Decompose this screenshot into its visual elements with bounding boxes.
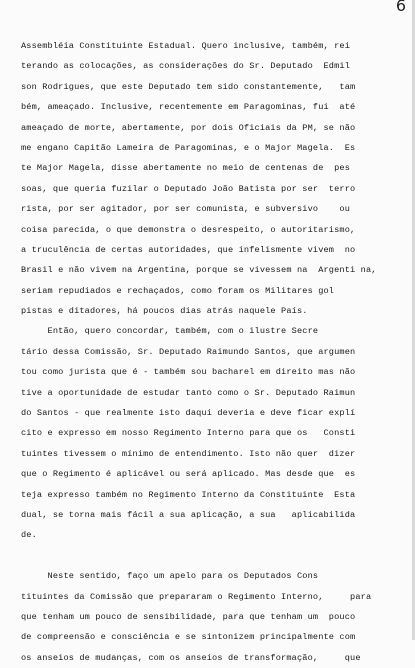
text-line: tário dessa Comissão, Sr. Deputado Raimundo Santos, que argumen bbox=[21, 346, 356, 357]
text-line: bém, ameaçado. Inclusive, recentemente em Paragominas, fui até bbox=[21, 102, 356, 113]
text-line: Brasil e não vivem na Argentina, porque se vivessem na Argenti na, bbox=[21, 265, 377, 276]
text-line: terando as colocações, as considerações do Sr. Deputado Edmil bbox=[21, 61, 351, 72]
text-line: de. bbox=[21, 530, 37, 541]
text-line: Neste sentido, faço um apelo para os Deputados Cons bbox=[21, 571, 319, 582]
text-line: tituintes da Comissão que prepararam o Regimento Interno, para bbox=[21, 591, 372, 602]
transcript-body bbox=[21, 36, 391, 668]
text-line: a truculência de certas autoridades, que infelismente vivem no bbox=[21, 244, 356, 255]
text-line: dual, se torna mais fácil a sua aplicação, a sua aplicabilida bbox=[21, 509, 356, 520]
text-line: seriam repudiados e rechaçados, como foram os Militares gol bbox=[21, 285, 335, 296]
text-line: te Major Magela, disse abertamente no meio de centenas de pes bbox=[21, 163, 351, 174]
text-line: coisa parecida, o que demonstra o desrespeito, o autoritarismo, bbox=[21, 224, 356, 235]
text-line: os anseios de mudanças, com os anseios de transformação, que bbox=[21, 652, 361, 663]
text-line: cito e expresso em nosso Regimento Interno para que os Consti bbox=[21, 428, 356, 439]
text-line: soas, que queria fuzilar o Deputado João Batista por ser terro bbox=[21, 183, 356, 194]
text-line: que o Regimento é aplicável ou será aplicado. Mas desde que es bbox=[21, 469, 356, 480]
text-line: tou como jurista que é - também sou bacharel em direito mas não bbox=[21, 367, 356, 378]
text-line: me engano Capitão Lameira de Paragominas, e o Major Magela. Es bbox=[21, 142, 356, 153]
text-line: de compreensão e consciência e se sintonizem principalmente com bbox=[21, 632, 356, 643]
text-line: son Rodrigues, que este Deputado tem sido constantemente, tam bbox=[21, 81, 356, 92]
text-line: Assembléia Constituinte Estadual. Quero inclusive, também, rei bbox=[21, 41, 351, 51]
text-line: rista, por ser agitador, por ser comunista, e subversivo ou bbox=[21, 204, 351, 215]
page-number: 6 bbox=[395, 0, 406, 15]
text-line: tuintes tivessem o mínimo de entendimento. Isto não quer dizer bbox=[21, 448, 356, 459]
text-line bbox=[21, 546, 391, 566]
text-line: teja expresso também no Regimento Interno da Constituinte Esta bbox=[21, 489, 356, 500]
text-line: tive a oportunidade de estudar tanto como o Sr. Deputado Raimun bbox=[21, 387, 356, 398]
text-line: ameaçado de morte, abertamente, por dois Oficiais da PM, se não bbox=[21, 122, 356, 133]
text-line: pistas e ditadores, há poucos dias atrás naquele País. bbox=[21, 306, 308, 317]
text-line: que tenham um pouco de sensibilidade, para que tenham um pouco bbox=[21, 611, 356, 622]
text-line: Então, quero concordar, também, com o ilustre Secre bbox=[21, 326, 319, 337]
text-line: do Santos - que realmente isto daqui deveria e deve ficar explí bbox=[21, 408, 356, 419]
